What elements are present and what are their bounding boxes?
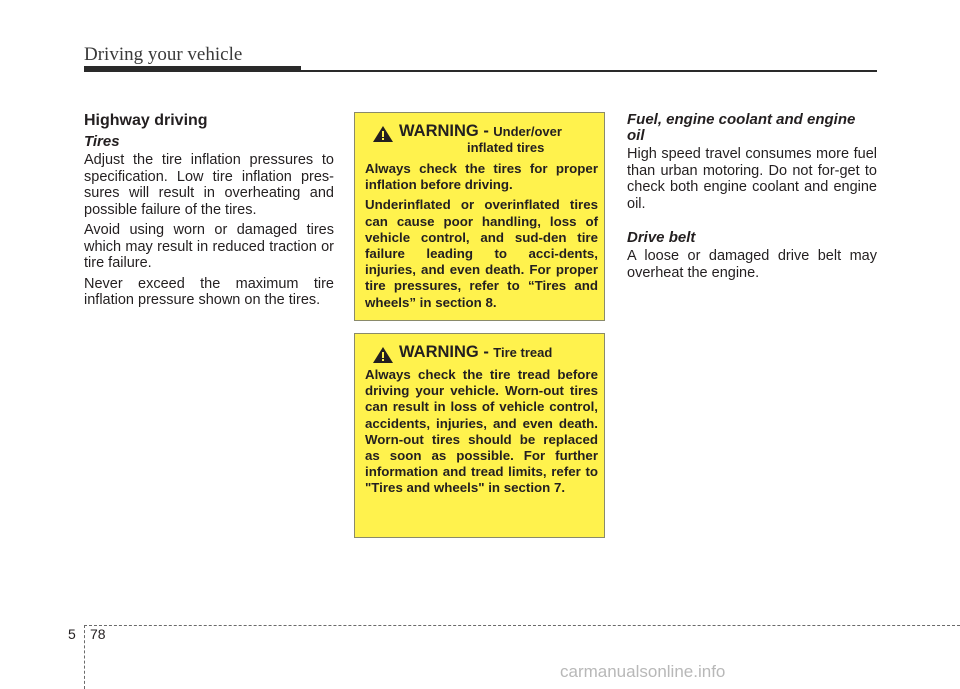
warning-label: WARNING -	[399, 122, 489, 140]
section-heading-highway-driving: Highway driving	[84, 112, 208, 129]
watermark: carmanualsonline.info	[560, 662, 726, 681]
warning-header	[365, 122, 598, 142]
warning-label: WARNING -	[399, 343, 489, 361]
footer-page-number: 78	[90, 626, 106, 642]
header-rule-thin	[301, 70, 877, 72]
warning-text: Underinflated or overinflated tires can cause poor handling, loss of vehicle control, and sud-den tire failure leading to acci-dents, injuries, and even death. For proper tire pressures, refer to “Tires and wheels” in section 8.	[365, 197, 598, 310]
warning-box-tread	[354, 333, 605, 538]
subheading-tires: Tires	[84, 133, 120, 150]
warning-subject-line1: Under/over	[493, 124, 562, 139]
right-column	[627, 112, 877, 299]
warning-subject: Tire tread	[493, 345, 553, 360]
warning-triangle-icon	[373, 347, 393, 363]
footer-divider	[84, 625, 85, 689]
paragraph-high-speed: High speed travel consumes more fuel than urban motoring. Do not for-get to check both engine coolant and engine oil.	[627, 146, 877, 212]
subheading-drive-belt: Drive belt	[627, 229, 696, 246]
paragraph-drive-belt: A loose or damaged drive belt may overheat the engine.	[627, 248, 877, 281]
warning-header	[365, 343, 598, 363]
footer-rule	[84, 625, 960, 626]
paragraph-worn-tires: Avoid using worn or damaged tires which may result in reduced traction or tire failure.	[84, 222, 334, 271]
header-rule-thick	[84, 66, 301, 72]
subheading-fuel-coolant-oil: Fuel, engine coolant and engine oil	[627, 111, 856, 144]
warning-text: Always check the tire tread before driving your vehicle. Worn-out tires can result in loss of vehicle control, accidents, injuries, and even death. Worn-out tires should be replaced as soon as possible. For further information and tread limits, refer to "Tires and wheels" in section 7.	[365, 367, 598, 496]
warning-text: Always check the tires for proper inflation before driving.	[365, 161, 598, 193]
footer-chapter-number: 5	[68, 626, 76, 642]
warning-box-inflation	[354, 112, 605, 321]
warning-subject-line2: inflated tires	[467, 140, 545, 155]
page-header-title: Driving your vehicle	[84, 44, 243, 65]
left-column	[84, 112, 334, 313]
paragraph-max-pressure: Never exceed the maximum tire inflation pressure shown on the tires.	[84, 275, 334, 308]
paragraph-inflation: Adjust the tire inflation pressures to specification. Low tire inflation pres-sures will result in overheating and possible failure of the tires.	[84, 152, 334, 218]
warning-triangle-icon	[373, 126, 393, 142]
